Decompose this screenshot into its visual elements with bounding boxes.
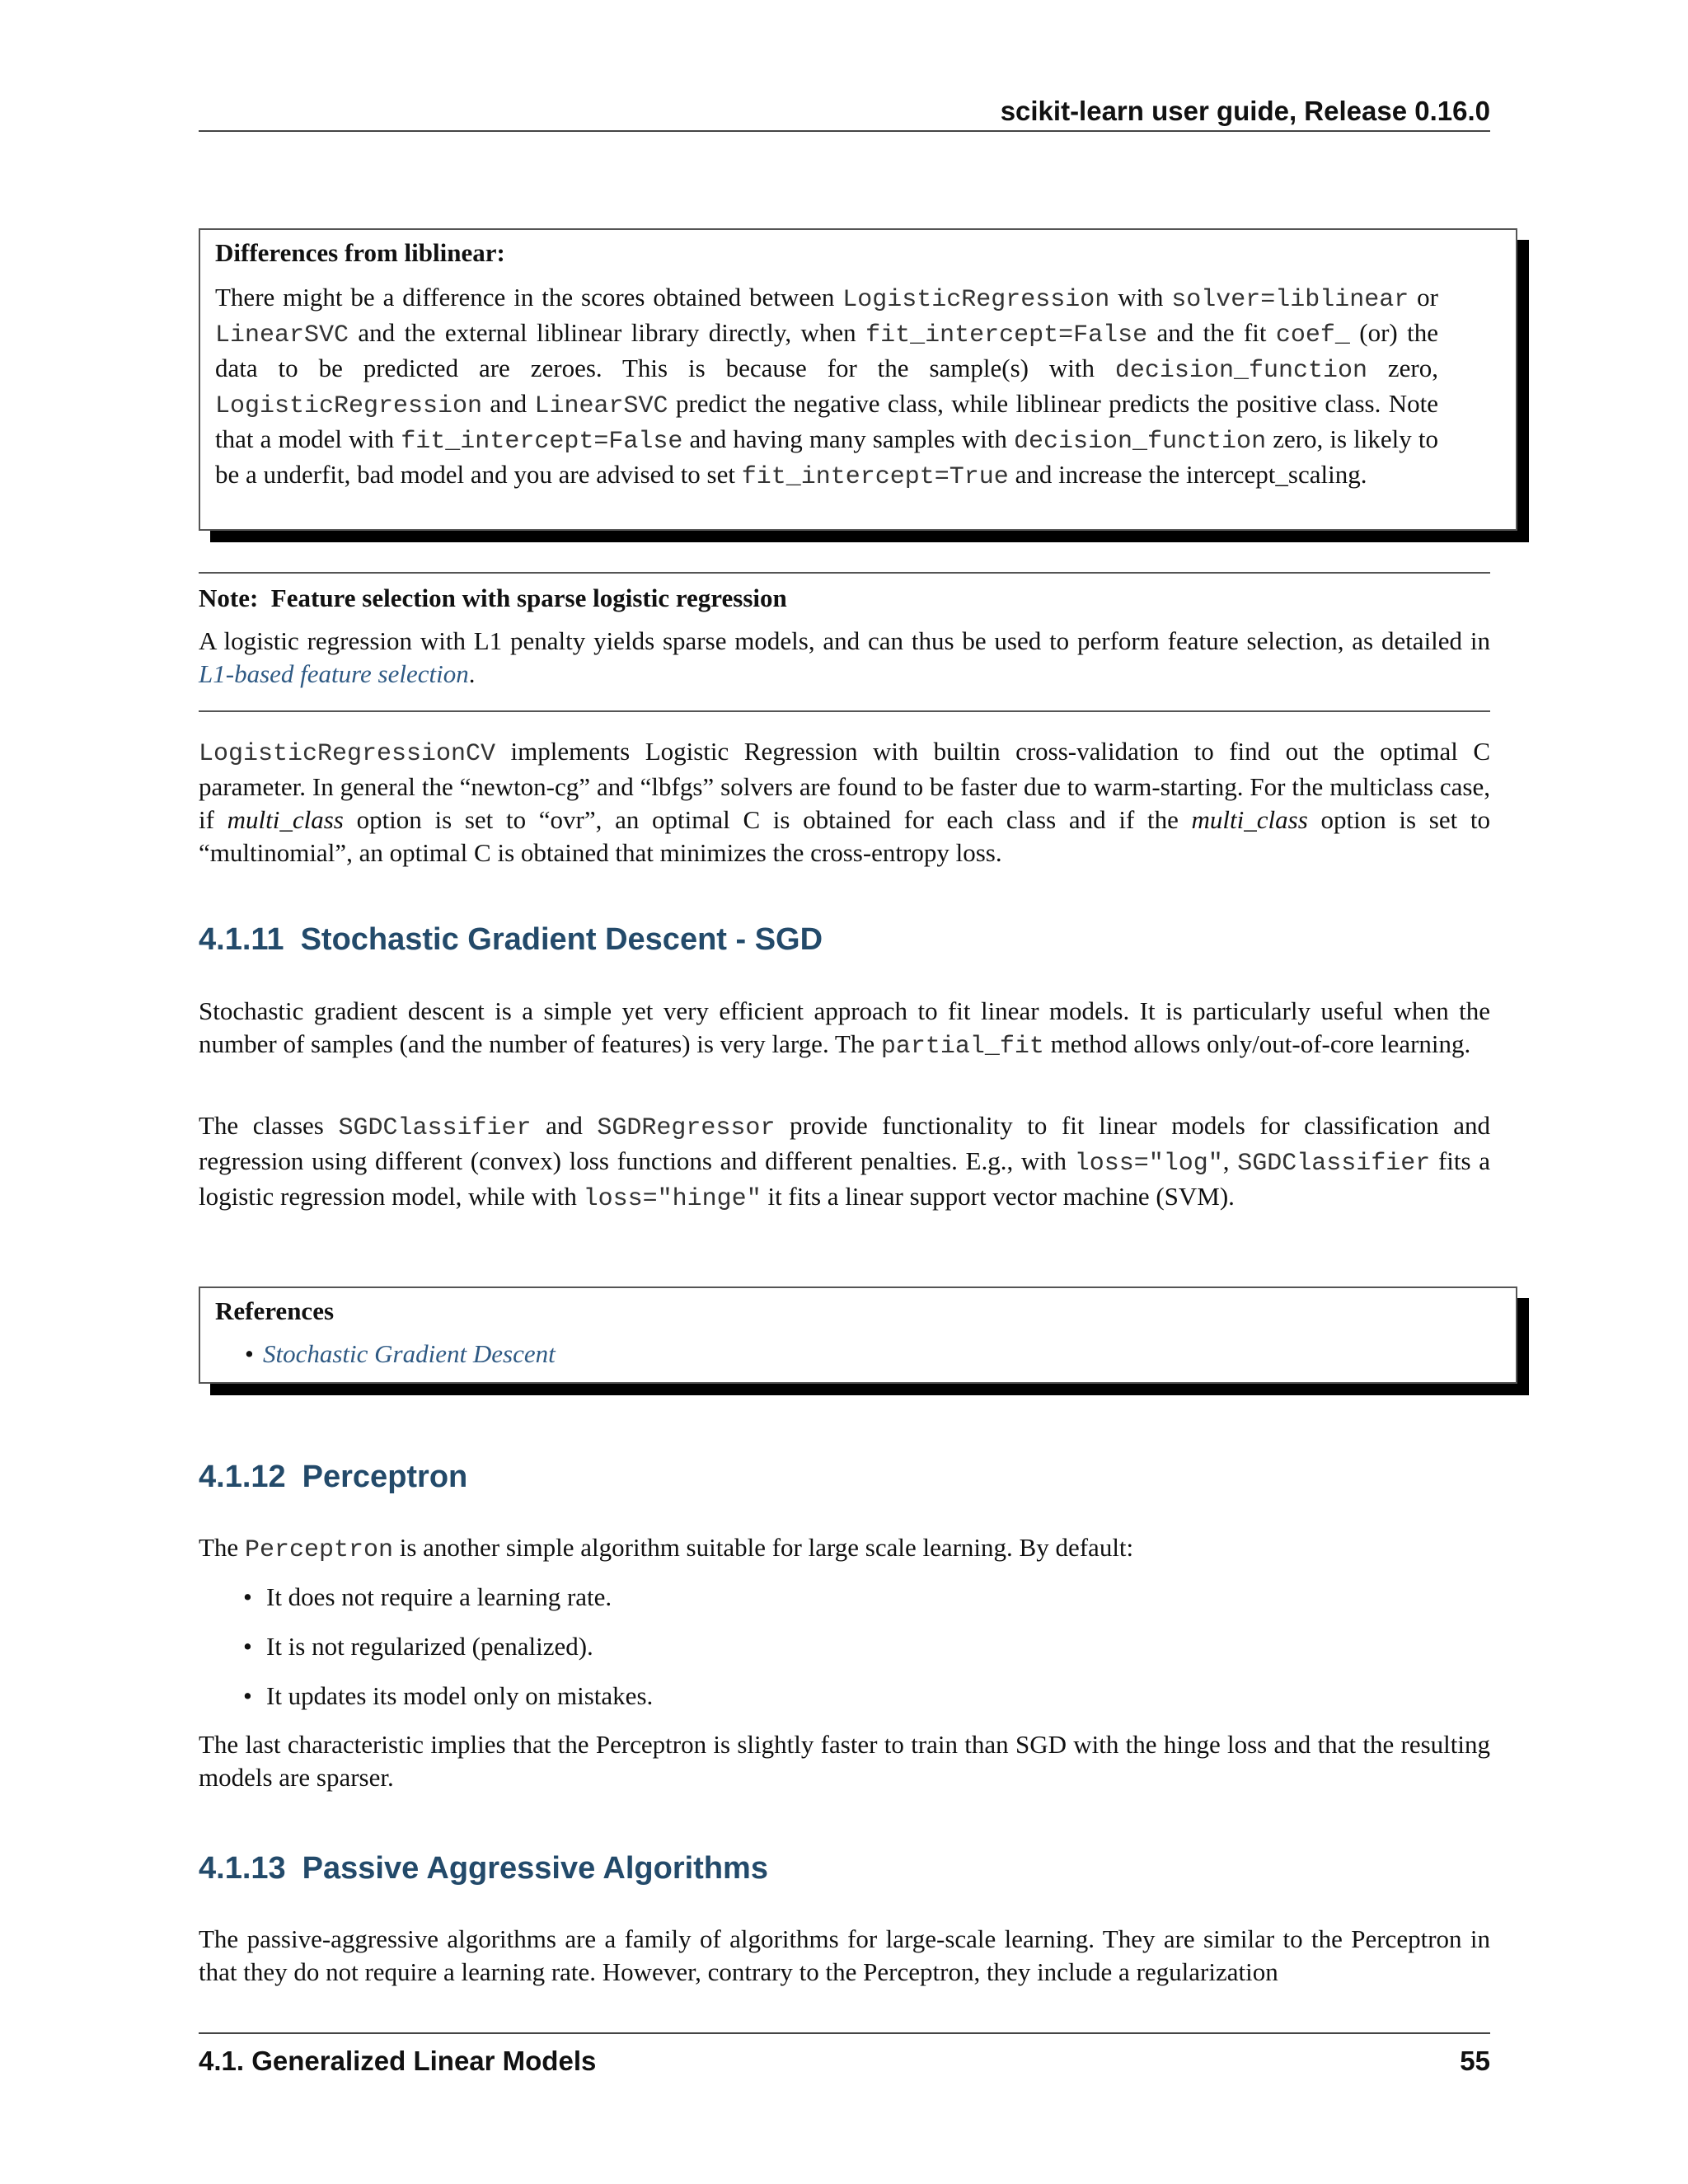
code-coef: coef_ <box>1275 321 1350 349</box>
sgd-reference-link[interactable]: Stochastic Gradient Descent <box>263 1339 556 1368</box>
section-title: Passive Aggressive Algorithms <box>302 1851 768 1886</box>
bullet: • <box>245 1339 254 1368</box>
section-number: 4.1.13 <box>199 1851 286 1886</box>
code-fit-intercept-false: fit_intercept=False <box>401 428 683 456</box>
code-loss-hinge: loss="hinge" <box>583 1185 762 1213</box>
bullet: • <box>243 1632 252 1661</box>
section-number: 4.1.11 <box>199 922 284 957</box>
references-box <box>199 1286 1517 1384</box>
passive-aggressive-paragraph: The passive-aggressive algorithms are a family of algorithms for large-scale learning. They are similar to the Perceptron in that they do not require a learning rate. However, contrary to the Perceptron, they include a regularization <box>199 1924 1490 1986</box>
sgd-paragraph-2: The classes SGDClassifier and SGDRegressor provide functionality to fit linear models for classification and regression using different (convex) loss functions and different penalties. E.g., with loss="log", SGDClassifier fits a logistic regression model, while with loss="hinge" it fits a linear support vector machine (SVM). <box>199 1111 1491 1213</box>
box-paragraph: There might be a difference in the scores obtained between LogisticRegression with solver=liblinear or LinearSVC and the external liblinear library directly, when fit_intercept=False and the fit coef_ (or) the data to be predicted are zeroes. This is because for the sample(s) with decision_function zero, LogisticRegression and LinearSVC predict the negative class, while liblinear predicts the positive class. Note that a model with fit_intercept=False and having many samples with decision_function zero, is likely to be a underfit, bad model and you are advised to set fit_intercept=True and increase the intercept_scaling. <box>215 283 1439 491</box>
page-number: 55 <box>1460 2046 1490 2076</box>
code-sgdclassifier: SGDClassifier <box>1237 1150 1431 1178</box>
code-partial-fit: partial_fit <box>880 1033 1044 1061</box>
references-item <box>215 1338 1438 1371</box>
code-decision-function: decision_function <box>1014 428 1267 456</box>
footer-section: 4.1. Generalized Linear Models <box>199 2046 597 2076</box>
code-sgdclassifier: SGDClassifier <box>338 1114 532 1142</box>
code-solver-liblinear: solver=liblinear <box>1171 286 1409 314</box>
note-title: Feature selection with sparse logistic regression <box>270 583 787 612</box>
note-label: Note: <box>199 583 259 612</box>
code-logisticregression: LogisticRegression <box>215 392 483 420</box>
perceptron-paragraph-1: The Perceptron is another simple algorithm suitable for large scale learning. By default: <box>199 1533 1134 1564</box>
references-title: References <box>215 1296 335 1325</box>
code-sgdregressor: SGDRegressor <box>597 1114 776 1142</box>
code-perceptron: Perceptron <box>244 1536 393 1564</box>
section-number: 4.1.12 <box>199 1460 286 1494</box>
list-item: • It is not regularized (penalized). <box>199 1630 1490 1663</box>
code-linearsvc: LinearSVC <box>215 321 349 349</box>
note-bottom-rule <box>199 710 1490 712</box>
list-item: • It updates its model only on mistakes. <box>199 1680 1490 1713</box>
note-block <box>199 582 1490 691</box>
liblinear-differences-box <box>199 228 1517 531</box>
perceptron-defaults-list <box>199 1581 1490 1713</box>
section-title: Perceptron <box>302 1460 468 1494</box>
section-heading-perceptron <box>199 1457 467 1497</box>
running-header: scikit-learn user guide, Release 0.16.0 <box>199 92 1490 132</box>
note-top-rule <box>199 572 1490 574</box>
section-title: Stochastic Gradient Descent - SGD <box>300 922 823 957</box>
code-decision-function: decision_function <box>1114 357 1367 385</box>
code-logisticregression: LogisticRegression <box>842 286 1110 314</box>
running-footer <box>199 2032 1490 2080</box>
code-fit-intercept-true: fit_intercept=True <box>741 463 1009 491</box>
code-linearsvc: LinearSVC <box>534 392 668 420</box>
sgd-paragraph-1: Stochastic gradient descent is a simple yet very efficient approach to fit linear models. It is particularly useful when the number of samples (and the number of features) is very large. The partial_fit method allows only/out-of-core learning. <box>199 996 1490 1061</box>
bullet: • <box>243 1681 252 1710</box>
logistic-regression-cv-paragraph: LogisticRegressionCV implements Logistic Regression with builtin cross-validation to find out the optimal C parameter. In general the “newton-cg” and “lbfgs” solvers are found to be faster due to warm-starting. For the multiclass case, if multi_class option is set to “ovr”, an optimal C is obtained for each class and if the multi_class option is set to “multinomial”, an optimal C is obtained that minimizes the cross-entropy loss. <box>199 737 1491 867</box>
note-heading <box>199 582 1490 615</box>
perceptron-paragraph-2: The last characteristic implies that the Perceptron is slightly faster to train than SGD with the hinge loss and that the resulting models are sparser. <box>199 1730 1490 1792</box>
code-logisticregressioncv: LogisticRegressionCV <box>199 740 496 768</box>
list-item: • It does not require a learning rate. <box>199 1581 1490 1614</box>
note-paragraph: A logistic regression with L1 penalty yields sparse models, and can thus be used to perform feature selection, as detailed in L1-based feature selection. <box>199 626 1490 688</box>
l1-feature-selection-link[interactable]: L1-based feature selection <box>199 659 469 688</box>
section-heading-sgd <box>199 920 823 959</box>
box-title: Differences from liblinear: <box>215 238 505 267</box>
bullet: • <box>243 1582 252 1611</box>
section-heading-passive-aggressive <box>199 1849 768 1888</box>
code-fit-intercept-false: fit_intercept=False <box>865 321 1148 349</box>
code-loss-log: loss="log" <box>1074 1150 1223 1178</box>
